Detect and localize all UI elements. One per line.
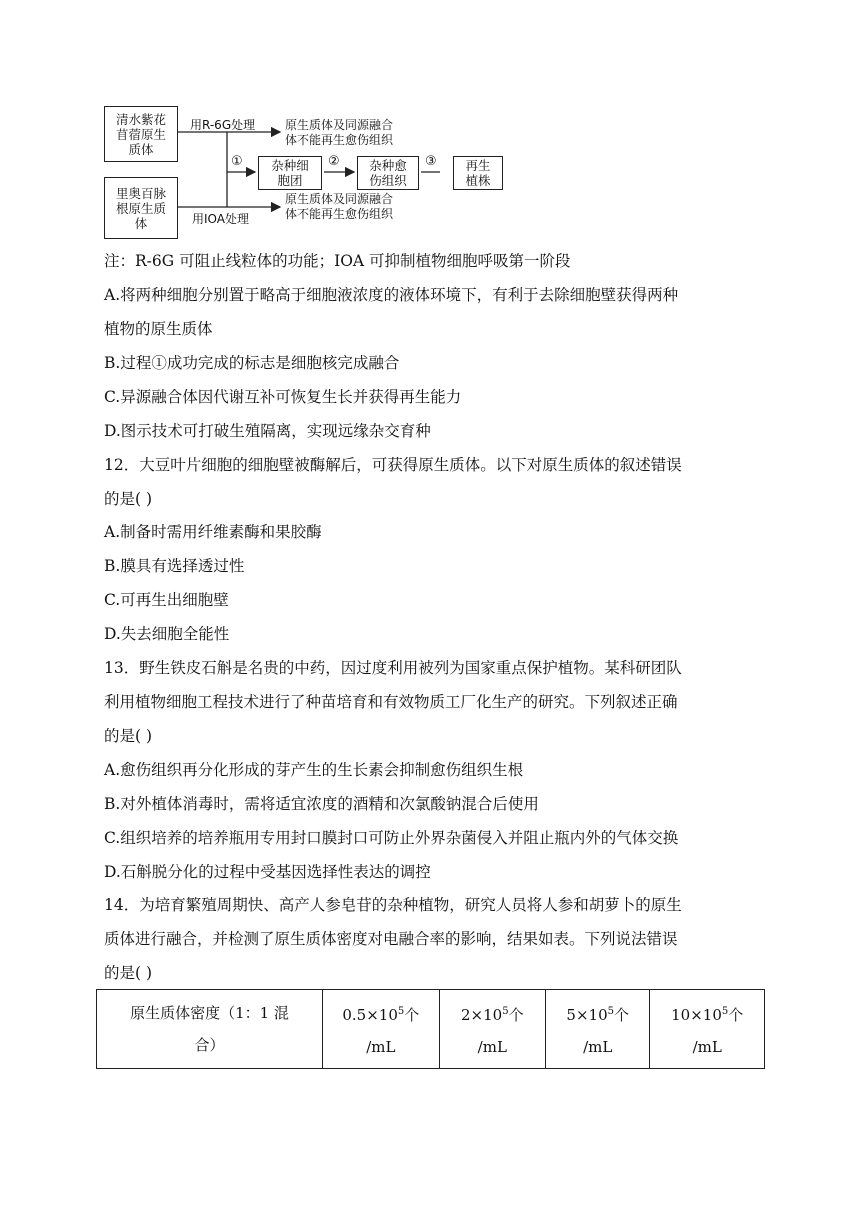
cell-3-unit-a: 个 xyxy=(614,1005,630,1024)
cell-1-value: 0.5×10 xyxy=(342,1005,398,1024)
table-header-density xyxy=(97,990,323,1069)
table-header-line1: 原生质体密度（1：1 混 xyxy=(130,1004,289,1022)
cell-4-exp: 5 xyxy=(721,1005,729,1017)
question-13: 13．野生铁皮石斛是名贵的中药，因过度利用被列为国家重点保护植物。某科研团队 xyxy=(104,659,682,677)
cell-1-unit: /mL xyxy=(366,1037,396,1056)
question-14: 14．为培育繁殖周期快、高产人参皂苷的杂种植物，研究人员将人参和胡萝卜的原生 xyxy=(104,896,682,914)
option-13b: B.对外植体消毒时，需将适宜浓度的酒精和次氯酸钠混合后使用 xyxy=(104,795,539,813)
table-cell-density-4 xyxy=(650,990,765,1069)
step-1-marker: ① xyxy=(231,154,243,169)
cell-3-value: 5×10 xyxy=(566,1005,608,1024)
result-label-b: 原生质体及同源融合 体不能再生愈伤组织 xyxy=(285,192,394,221)
option-11a-cont: 植物的原生质体 xyxy=(104,320,213,338)
cell-4-value: 10×10 xyxy=(671,1005,722,1024)
option-13c: C.组织培养的培养瓶用专用封口膜封口可防止外界杂菌侵入并阻止瓶内外的气体交换 xyxy=(104,829,679,847)
cell-4-unit-a: 个 xyxy=(728,1005,744,1024)
option-11a: A.将两种细胞分别置于略高于细胞液浓度的液体环境下，有利于去除细胞壁获得两种 xyxy=(104,286,679,304)
table-row xyxy=(97,990,765,1069)
hybrid-callus-box: 杂种愈 伤组织 xyxy=(357,156,419,190)
question-12: 12．大豆叶片细胞的细胞壁被酶解后，可获得原生质体。以下对原生质体的叙述错误 xyxy=(104,456,682,474)
cell-2-unit: /mL xyxy=(477,1037,507,1056)
table-cell-density-2 xyxy=(439,990,545,1069)
option-12d: D.失去细胞全能性 xyxy=(104,625,230,643)
source-box-lotus: 里奥百脉 根原生质 体 xyxy=(104,177,178,239)
cell-2-exp: 5 xyxy=(502,1005,509,1017)
treatment-label-r6g: 用R-6G处理 xyxy=(190,118,256,132)
result-label-a: 原生质体及同源融合 体不能再生愈伤组织 xyxy=(285,118,394,147)
table-cell-density-1 xyxy=(323,990,440,1069)
table-cell-density-3 xyxy=(546,990,650,1069)
question-13-cont2: 的是( ) xyxy=(104,727,153,745)
table-header-line2: 合） xyxy=(194,1036,225,1054)
option-12a: A.制备时需用纤维素酶和果胶酶 xyxy=(104,523,322,541)
cell-4-unit: /mL xyxy=(692,1037,722,1056)
question-14-cont2: 的是( ) xyxy=(104,964,153,982)
question-12-cont: 的是( ) xyxy=(104,490,153,508)
cell-3-exp: 5 xyxy=(607,1005,614,1017)
option-11c: C.异源融合体因代谢互补可恢复生长并获得再生能力 xyxy=(104,388,462,406)
option-12b: B.膜具有选择透过性 xyxy=(104,557,245,575)
cell-2-value: 2×10 xyxy=(461,1005,503,1024)
question-13-cont: 利用植物细胞工程技术进行了种苗培育和有效物质工厂化生产的研究。下列叙述正确 xyxy=(104,693,678,711)
option-11b: B.过程①成功完成的标志是细胞核完成融合 xyxy=(104,354,400,372)
source-box-alfalfa: 清水紫花 苜蓿原生 质体 xyxy=(104,106,178,162)
cell-3-unit: /mL xyxy=(583,1037,613,1056)
option-12c: C.可再生出细胞壁 xyxy=(104,591,229,609)
cell-1-exp: 5 xyxy=(397,1005,405,1017)
hybrid-cell-mass-box: 杂种细 胞团 xyxy=(258,156,322,190)
question-14-cont: 质体进行融合，并检测了原生质体密度对电融合率的影响，结果如表。下列说法错误 xyxy=(104,930,678,948)
density-table xyxy=(96,989,765,1069)
option-13d: D.石斛脱分化的过程中受基因选择性表达的调控 xyxy=(104,863,431,881)
fusion-flow-diagram xyxy=(100,100,491,245)
step-3-marker: ③ xyxy=(425,154,437,169)
option-13a: A.愈伤组织再分化形成的芽产生的生长素会抑制愈伤组织生根 xyxy=(104,761,524,779)
step-2-marker: ② xyxy=(328,154,340,169)
cell-2-unit-a: 个 xyxy=(508,1005,524,1024)
diagram-note: 注：R-6G 可阻止线粒体的功能；IOA 可抑制植物细胞呼吸第一阶段 xyxy=(104,252,571,270)
regenerated-plant-box: 再生 植株 xyxy=(453,156,503,190)
cell-1-unit-a: 个 xyxy=(404,1005,420,1024)
option-11d: D.图示技术可打破生殖隔离，实现远缘杂交育种 xyxy=(104,422,431,440)
treatment-label-ioa: 用IOA处理 xyxy=(192,212,249,226)
